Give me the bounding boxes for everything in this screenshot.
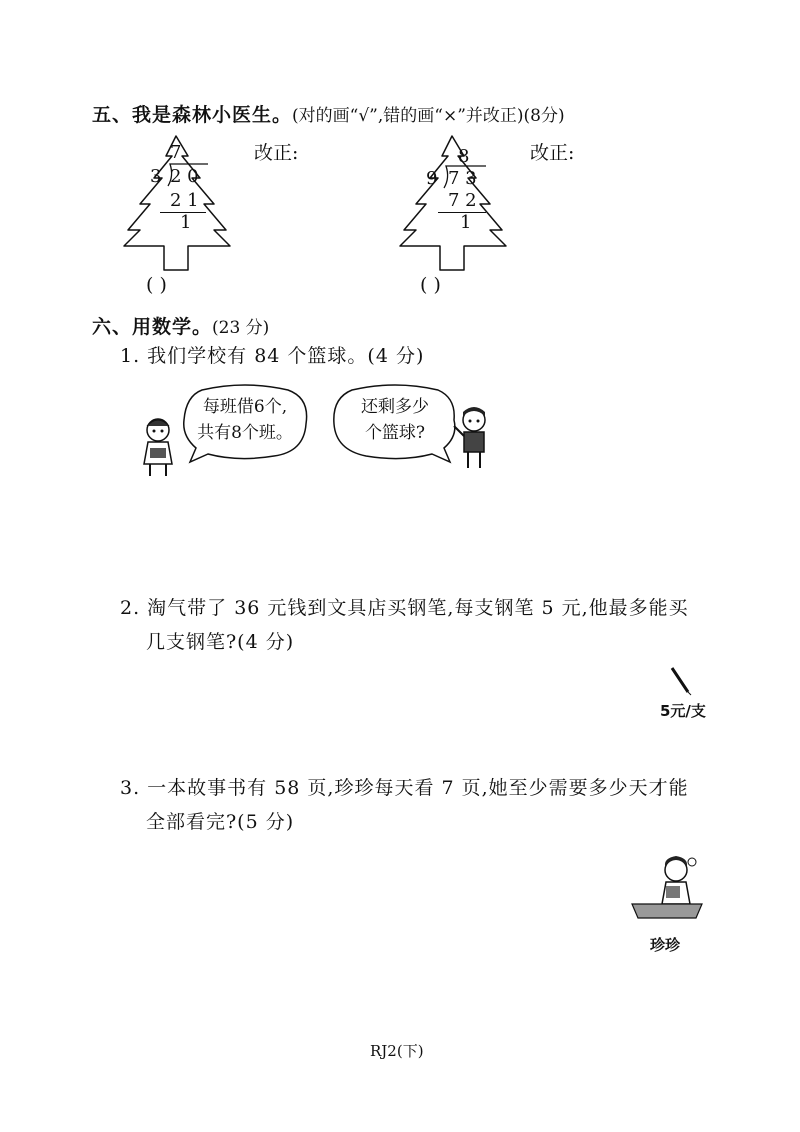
reading-girl-icon: [630, 852, 710, 922]
page-footer: RJ2(下): [370, 1042, 424, 1060]
tree2-dividend: 7 3: [448, 168, 477, 189]
tree2-product: 7 2: [448, 190, 477, 211]
tree2-divisor: 9: [426, 168, 438, 189]
tree2-remainder: 1: [460, 212, 472, 233]
section-5-header: [92, 100, 565, 127]
pen-icon: [668, 666, 694, 696]
question-2-line-2: 几支钢笔?(4 分): [146, 631, 295, 653]
bubble-left-line-1: 每班借6个,: [202, 397, 288, 417]
question-1-text: 1. 我们学校有 84 个篮球。(4 分): [120, 345, 425, 367]
tree1-product: 2 1: [170, 190, 199, 211]
bubble-left-text: [186, 394, 304, 446]
tree1-answer-parens[interactable]: ( ): [146, 274, 167, 296]
zhenzhen-caption: 珍珍: [650, 936, 681, 954]
bubble-right-line-2: 个篮球?: [364, 423, 426, 443]
section-6-header: [92, 312, 269, 339]
question-3-line-1: 3. 一本故事书有 58 页,珍珍每天看 7 页,她至少需要多少天才能: [120, 777, 689, 799]
tree2-answer-parens[interactable]: ( ): [420, 274, 441, 296]
section-6-title: 六、用数学。: [92, 316, 213, 338]
section-5-note: (对的画“√”,错的画“×”并改正)(8分): [292, 106, 565, 126]
boy-icon: [450, 404, 496, 470]
pen-price-caption: 5元/支: [660, 702, 706, 720]
tree1-correction-label: 改正:: [254, 142, 299, 164]
tree1-quotient: 7: [170, 142, 182, 163]
bubble-right-text: [336, 394, 454, 446]
bubble-left-line-2: 共有8个班。: [197, 423, 293, 443]
section-6-note: (23 分): [212, 318, 270, 338]
tree2-quotient: 8: [458, 146, 470, 167]
tree1-remainder: 1: [180, 212, 192, 233]
bubble-right-line-1: 还剩多少: [361, 397, 429, 417]
question-2-line-1: 2. 淘气带了 36 元钱到文具店买钢笔,每支钢笔 5 元,他最多能买: [120, 597, 689, 619]
girl-icon: [136, 414, 182, 478]
tree1-dividend: 2 0: [170, 166, 199, 187]
tree1-divisor: 3: [150, 166, 162, 187]
tree2-correction-label: 改正:: [530, 142, 575, 164]
section-5-title: 五、我是森林小医生。: [92, 104, 293, 126]
question-3-line-2: 全部看完?(5 分): [146, 811, 295, 833]
